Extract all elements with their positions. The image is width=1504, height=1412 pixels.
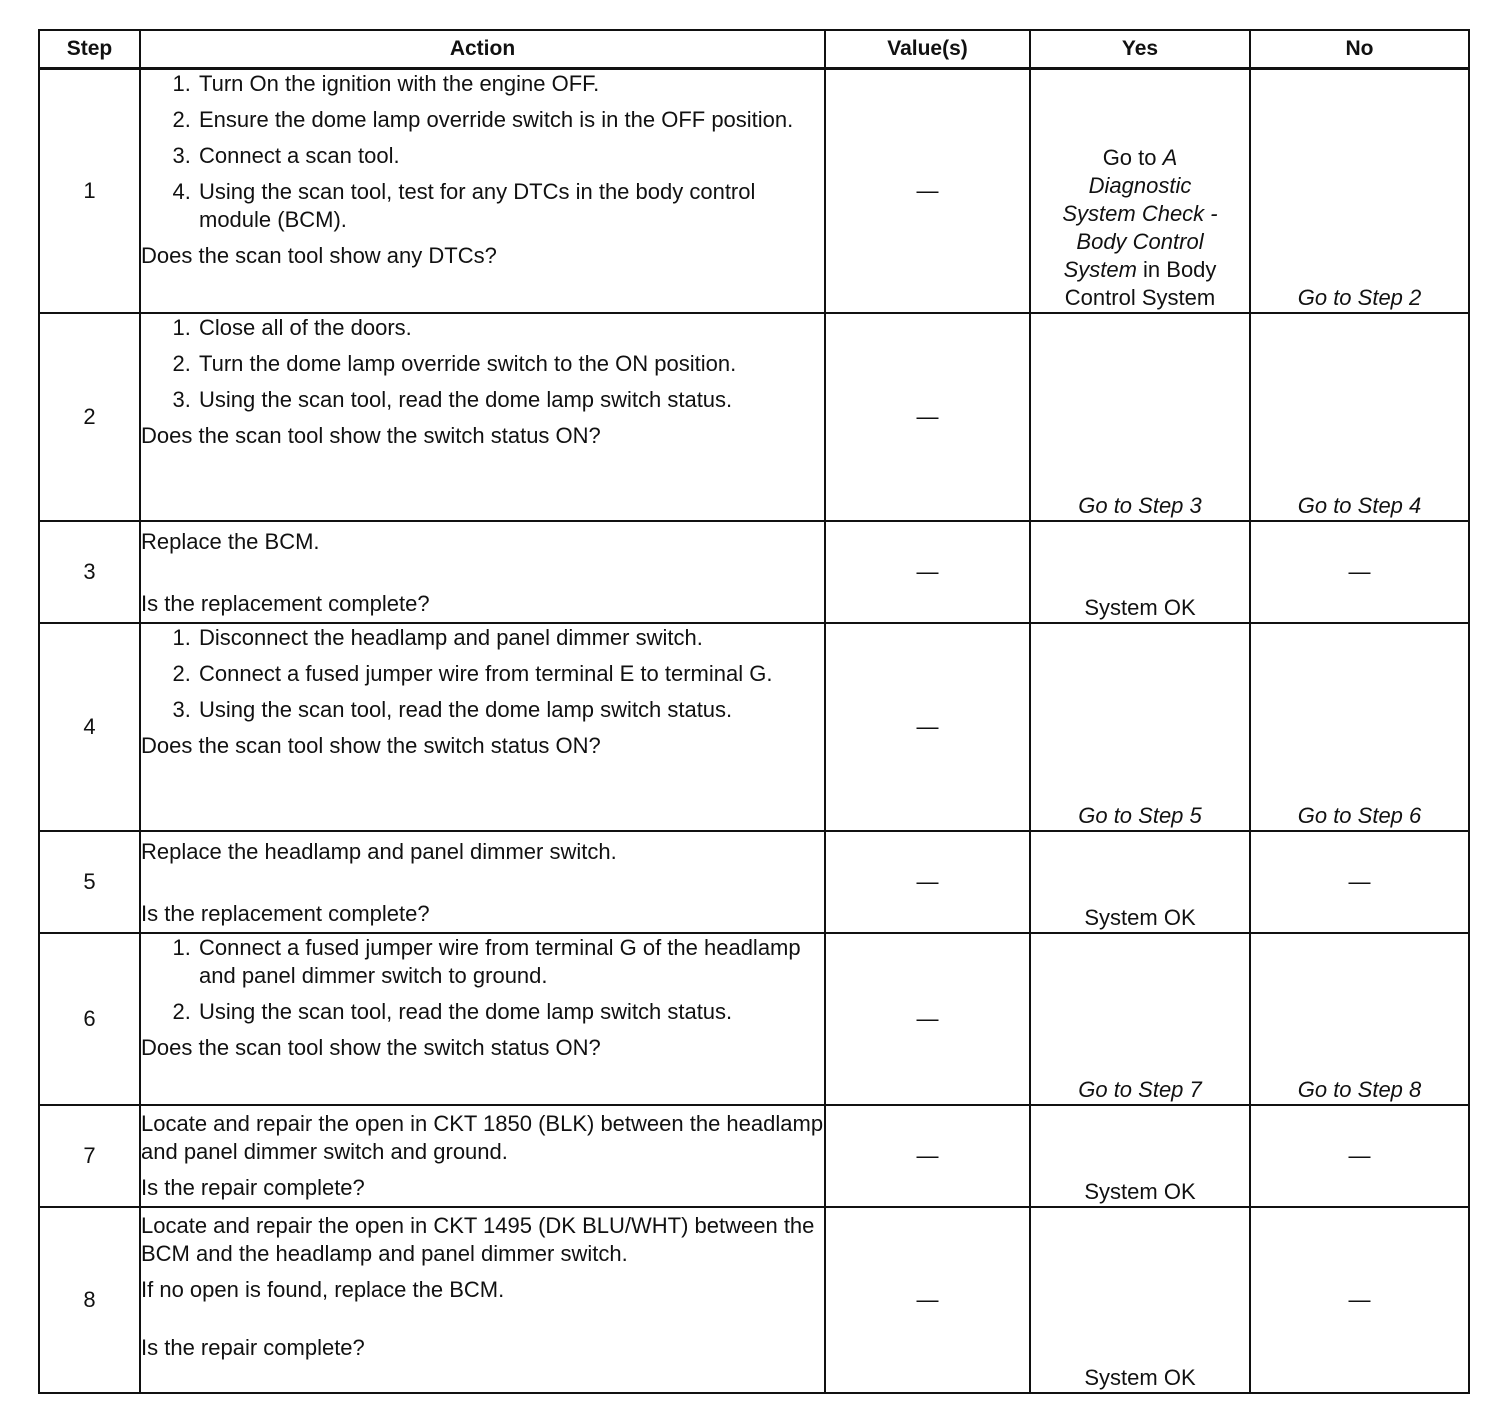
value-cell: — xyxy=(825,831,1030,933)
action-cell xyxy=(140,623,825,831)
no-cell[interactable]: Go to Step 2 xyxy=(1250,69,1469,313)
value-cell: — xyxy=(825,933,1030,1105)
no-cell: — xyxy=(1250,521,1469,623)
value-cell: — xyxy=(825,623,1030,831)
step-number: 2 xyxy=(39,313,140,521)
action-text-secondary: If no open is found, replace the BCM. xyxy=(141,1276,505,1302)
yes-suffix: in Body Control System xyxy=(1064,256,1217,310)
action-item: 3. Using the scan tool, read the dome lamp switch status. xyxy=(197,386,824,414)
table-row-step-3 xyxy=(39,521,1469,623)
header-action: Action xyxy=(140,30,825,69)
action-cell xyxy=(140,1207,825,1393)
header-step: Step xyxy=(39,30,140,69)
yes-cell[interactable]: Go to Step 7 xyxy=(1030,933,1250,1105)
action-cell xyxy=(140,313,825,521)
yes-cell[interactable]: Go to Step 5 xyxy=(1030,623,1250,831)
table-row-step-5 xyxy=(39,831,1469,933)
no-cell[interactable]: Go to Step 4 xyxy=(1250,313,1469,521)
yes-cell: System OK xyxy=(1030,521,1250,623)
header-yes: Yes xyxy=(1030,30,1250,69)
no-cell[interactable]: Go to Step 6 xyxy=(1250,623,1469,831)
step-number: 8 xyxy=(39,1207,140,1393)
action-question: Is the replacement complete? xyxy=(141,590,430,616)
yes-cell: System OK xyxy=(1030,1207,1250,1393)
value-cell: — xyxy=(825,1207,1030,1393)
yes-link[interactable]: A Diagnostic System Check - Body Control System xyxy=(1062,144,1218,282)
action-item: 1. Disconnect the headlamp and panel dimmer switch. xyxy=(197,624,824,652)
action-cell xyxy=(140,521,825,623)
header-row xyxy=(39,30,1469,69)
action-question: Does the scan tool show any DTCs? xyxy=(141,243,497,268)
step-number: 1 xyxy=(39,69,140,313)
action-item: 1. Turn On the ignition with the engine OFF. xyxy=(197,70,824,98)
action-question: Does the scan tool show the switch status ON? xyxy=(141,732,601,758)
action-question: Is the repair complete? xyxy=(141,1334,365,1360)
step-number: 6 xyxy=(39,933,140,1105)
action-text: Locate and repair the open in CKT 1850 (BLK) between the headlamp and panel dimmer switch and ground. xyxy=(141,1110,824,1164)
action-item: 1. Close all of the doors. xyxy=(197,314,824,342)
yes-cell: System OK xyxy=(1030,831,1250,933)
yes-prefix: Go to xyxy=(1102,144,1163,170)
header-values: Value(s) xyxy=(825,30,1030,69)
diagnostic-table xyxy=(38,29,1470,1394)
action-item: 4. Using the scan tool, test for any DTCs in the body control module (BCM). xyxy=(197,178,824,234)
action-item: 3. Using the scan tool, read the dome lamp switch status. xyxy=(197,696,824,724)
action-list xyxy=(141,314,824,414)
value-cell: — xyxy=(825,521,1030,623)
action-cell xyxy=(140,831,825,933)
no-cell: — xyxy=(1250,831,1469,933)
yes-cell[interactable]: Go to Step 3 xyxy=(1030,313,1250,521)
table-row-step-7 xyxy=(39,1105,1469,1207)
action-text: Replace the BCM. xyxy=(141,528,320,554)
value-cell: — xyxy=(825,69,1030,313)
action-item: 2. Connect a fused jumper wire from terminal E to terminal G. xyxy=(197,660,824,688)
step-number: 4 xyxy=(39,623,140,831)
yes-cell xyxy=(1030,69,1250,313)
action-list xyxy=(141,70,824,234)
step-number: 7 xyxy=(39,1105,140,1207)
value-cell: — xyxy=(825,1105,1030,1207)
step-number: 3 xyxy=(39,521,140,623)
action-list xyxy=(141,934,824,1026)
table-row-step-8 xyxy=(39,1207,1469,1393)
action-item: 2. Using the scan tool, read the dome lamp switch status. xyxy=(197,998,824,1026)
action-text: Replace the headlamp and panel dimmer switch. xyxy=(141,838,617,864)
no-cell: — xyxy=(1250,1105,1469,1207)
action-list xyxy=(141,624,824,724)
yes-cell: System OK xyxy=(1030,1105,1250,1207)
action-item: 2. Turn the dome lamp override switch to the ON position. xyxy=(197,350,824,378)
action-cell xyxy=(140,933,825,1105)
table-row-step-2 xyxy=(39,313,1469,521)
no-cell[interactable]: Go to Step 8 xyxy=(1250,933,1469,1105)
action-text: Locate and repair the open in CKT 1495 (DK BLU/WHT) between the BCM and the headlamp and panel dimmer switch. xyxy=(141,1212,815,1266)
table-row-step-6 xyxy=(39,933,1469,1105)
step-number: 5 xyxy=(39,831,140,933)
table-row-step-1 xyxy=(39,69,1469,313)
no-cell: — xyxy=(1250,1207,1469,1393)
action-item: 1. Connect a fused jumper wire from terminal G of the headlamp and panel dimmer switch to ground. xyxy=(197,934,824,990)
action-cell xyxy=(140,69,825,313)
action-question: Does the scan tool show the switch status ON? xyxy=(141,1034,601,1060)
action-cell xyxy=(140,1105,825,1207)
action-item: 2. Ensure the dome lamp override switch is in the OFF position. xyxy=(197,106,824,134)
action-item: 3. Connect a scan tool. xyxy=(197,142,824,170)
value-cell: — xyxy=(825,313,1030,521)
action-question: Is the repair complete? xyxy=(141,1174,365,1200)
table-row-step-4 xyxy=(39,623,1469,831)
action-question: Is the replacement complete? xyxy=(141,900,430,926)
action-question: Does the scan tool show the switch status ON? xyxy=(141,422,601,448)
header-no: No xyxy=(1250,30,1469,69)
